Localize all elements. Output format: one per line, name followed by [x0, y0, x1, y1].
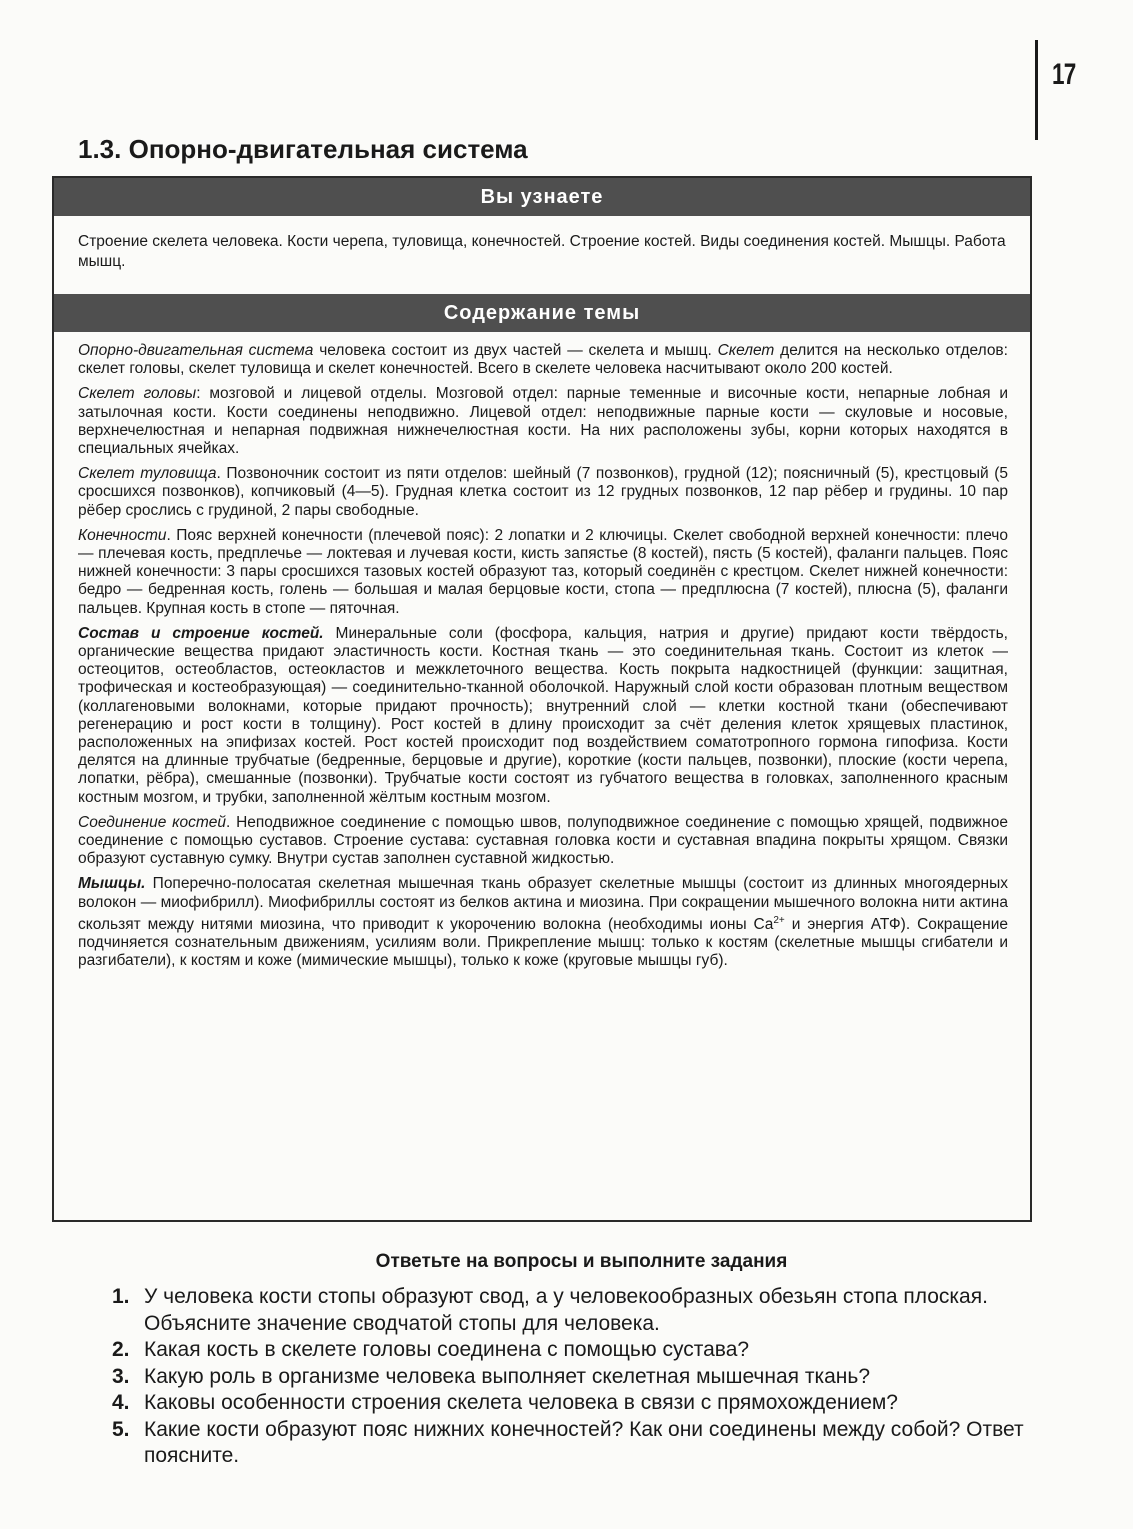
superscript: 2+ [773, 914, 785, 926]
learn-header: Вы узнаете [54, 178, 1030, 216]
paragraph-text: человека состоит из двух частей — скелета и мышц. [313, 342, 718, 359]
question-item [112, 1390, 1042, 1417]
question-text: Какие кости образуют пояс нижних конечностей? Как они соединены между собой? Ответ поясните. [144, 1417, 1024, 1467]
question-text: У человека кости стопы образуют свод, а у человекообразных обезьян стопа плоская. Объясните значение сводчатой стопы для человека. [144, 1285, 988, 1335]
learn-text: Строение скелета человека. Кости черепа, туловища, конечностей. Строение костей. Виды соединения костей. Мышцы. Работа мышц. [78, 233, 1006, 270]
question-item [112, 1417, 1042, 1470]
paragraph-skull [78, 385, 1008, 458]
page-number: 17 [1052, 58, 1076, 91]
paragraph-text: : мозговой и лицевой отделы. Мозговой отдел: парные теменные и височные кости, непарные лобная и затылочная кости. Кости соединены неподвижно. Лицевой отдел: неподвижные парные кости — скуловые и носовые, верхнечелюстная и непарная подвижная нижнечелюстная кости. На них расположены зубы, корни которых находятся в специальных ячейках. [78, 385, 1008, 458]
question-number: 2. [112, 1338, 130, 1361]
paragraph-joints [78, 814, 1008, 869]
paragraph-text: и энергия АТФ). Сокращение подчиняется сознательным движениям, усилиям воли. Прикрепление мышц: только к костям (скелетные мышцы сгибатели и разгибатели), к костям и коже (мимические мышцы), только к коже (круговые мышцы губ). [78, 916, 1008, 970]
term: Конечности [78, 526, 167, 544]
content-header: Содержание темы [54, 294, 1030, 332]
question-item [112, 1284, 1042, 1337]
paragraph-bone-structure [78, 625, 1008, 807]
paragraph-limbs [78, 527, 1008, 618]
term: Состав и строение костей. [78, 624, 324, 642]
term: Скелет [717, 342, 775, 359]
question-item [112, 1337, 1042, 1364]
paragraph-muscles [78, 875, 1008, 970]
paragraph-text: Поперечно-полосатая скелетная мышечная ткань образует скелетные мышцы (состоит из длинных многоядерных волокон — миофибрилл). Миофибриллы состоят из белков актина и миозина. При сокращении мышечного волокна нити актина скользят между нитями миозина, что приводит к укорочению волокна (необходимы ионы Ca [78, 875, 1008, 934]
paragraph-text: Минеральные соли (фосфора, кальция, натрия и другие) придают кости твёрдость, органические вещества придают эластичность кости. Костная ткань — это соединительная ткань. Состоит из клеток — остеоцитов, остеобластов, остеокластов и межклеточного вещества. Кость покрыта надкостницей (функции: защитная, трофическая и костеобразующая) — соединительно-тканной оболочкой. Наружный слой кости образован плотным веществом (коллагеновыми волокнами, которые придают прочность); внутренний слой — клетки костной ткани (обеспечивают регенерацию и рост кости в толщину). Рост костей в длину происходит за счёт деления клеток хрящевых пластинок, расположенных на эпифизах костей. Рост костей происходит под воздействием соматотропного гормона гипофиза. Кости делятся на длинные трубчатые (бедренные, берцовые и другие), короткие (кости пальцев, позвонки), плоские (кости черепа, лопатки, рёбра), смешанные (позвонки). Трубчатые кости состоят из губчатого вещества в головках, заполненного красным костным мозгом, и трубки, заполненной жёлтым костным мозгом. [78, 624, 1008, 806]
page-number-rule [1035, 40, 1038, 140]
paragraph-text: . Неподвижное соединение с помощью швов, полуподвижное соединение с помощью хрящей, подвижное соединение с помощью суставов. Строение сустава: суставная головка кости и суставная впадина покрыты хрящом. Связки образуют суставную сумку. Внутри сустав заполнен суставной жидкостью. [78, 813, 1008, 868]
question-number: 4. [112, 1391, 130, 1414]
term: Скелет туловища [78, 465, 217, 483]
term: Скелет головы [78, 385, 197, 403]
paragraph-text: . Пояс верхней конечности (плечевой пояс): 2 лопатки и 2 ключицы. Скелет свободной верхней конечности: плечо — плечевая кость, предплечье — локтевая и лучевая кости, кисть запястье (8 костей), пясть (5 костей), фаланги пальцев. Пояс нижней конечности: 3 пары сросшихся тазовых костей образуют таз, который соединён с крестцом. Скелет нижней конечности: бедро — бедренная кость, голень — большая и малая берцовые кости, стопа — предплюсна (7 костей), плюсна (5), фаланги пальцев. Крупная кость в стопе — пяточная. [78, 526, 1008, 617]
question-number: 3. [112, 1364, 130, 1388]
questions-list [112, 1284, 1042, 1470]
question-text: Каковы особенности строения скелета человека в связи с прямохождением? [144, 1391, 898, 1414]
paragraph-trunk [78, 465, 1008, 520]
paragraph-text: делится на несколько отделов: скелет головы, скелет туловища и скелет конечностей. Всего в скелете человека насчитывают около 200 костей. [78, 342, 1008, 378]
questions-title: Ответьте на вопросы и выполните задания [375, 1251, 788, 1272]
question-item [112, 1364, 1042, 1391]
question-number: 5. [112, 1417, 130, 1441]
question-number: 1. [112, 1285, 130, 1308]
paragraph-text: . Позвоночник состоит из пяти отделов: шейный (7 позвонков), грудной (12); поясничный (5), крестцовый (5 сросшихся позвонков), копчиковый (4—5). Грудная клетка состоит из 12 грудных позвонков, 12 пар рёбер и грудины. 10 пар рёбер срослись с грудиной, 2 пары свободные. [78, 465, 1008, 519]
topic-box [52, 176, 1032, 1222]
term: Опорно-двигательная система [78, 342, 314, 359]
paragraph-system [78, 342, 1008, 378]
question-text: Какая кость в скелете головы соединена с помощью сустава? [144, 1338, 750, 1361]
question-text: Какую роль в организме человека выполняет скелетная мышечная ткань? [144, 1364, 871, 1388]
term: Мышцы. [78, 875, 146, 893]
section-title: 1.3. Опорно-двигательная система [78, 134, 528, 164]
content-body [54, 332, 1030, 971]
term: Соединение костей [78, 813, 226, 831]
